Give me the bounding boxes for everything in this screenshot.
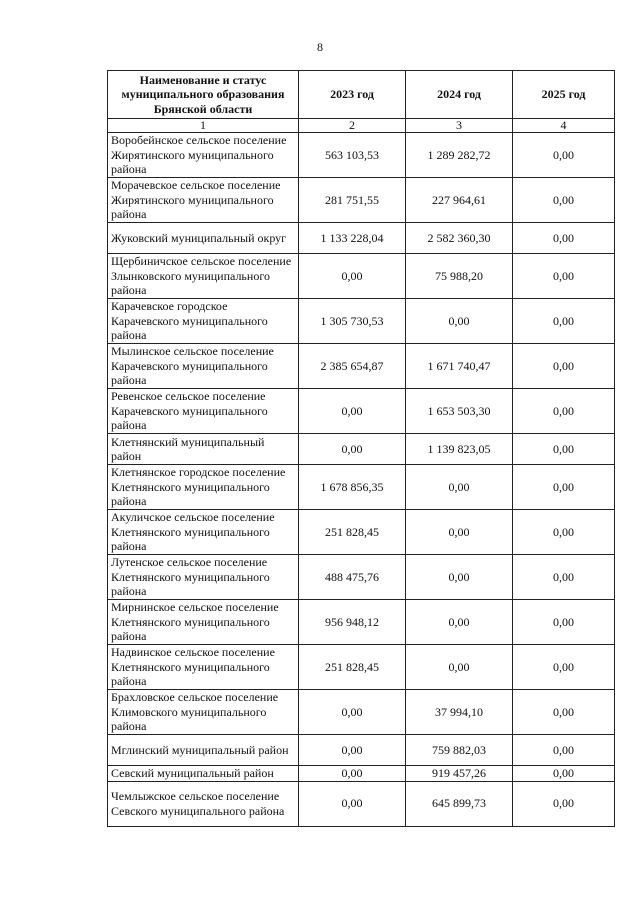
value-2025: 0,00 (513, 254, 615, 299)
column-number: 4 (513, 119, 615, 133)
header-municipality: Наименование и статус муниципального образования Брянской области (108, 71, 299, 119)
municipality-name: Мглинский муниципальный район (108, 735, 299, 766)
value-2023: 0,00 (299, 766, 406, 782)
table-row (108, 690, 615, 735)
municipality-name: Жуковский муниципальный округ (108, 223, 299, 254)
value-2023: 0,00 (299, 781, 406, 826)
value-2023: 0,00 (299, 434, 406, 465)
column-number: 3 (406, 119, 513, 133)
value-2023: 1 305 730,53 (299, 299, 406, 344)
municipality-name: Карачевское городское Карачевского муниципального района (108, 299, 299, 344)
value-2024: 227 964,61 (406, 178, 513, 223)
municipality-name: Брахловское сельское поселение Климовского муниципального района (108, 690, 299, 735)
value-2025: 0,00 (513, 690, 615, 735)
value-2024: 759 882,03 (406, 735, 513, 766)
value-2025: 0,00 (513, 766, 615, 782)
column-number: 1 (108, 119, 299, 133)
value-2023: 281 751,55 (299, 178, 406, 223)
table-row (108, 735, 615, 766)
value-2024: 0,00 (406, 299, 513, 344)
municipality-name: Надвинское сельское поселение Клетнянского муниципального района (108, 645, 299, 690)
value-2023: 956 948,12 (299, 600, 406, 645)
municipality-name: Ревенское сельское поселение Карачевского муниципального района (108, 389, 299, 434)
value-2024: 37 994,10 (406, 690, 513, 735)
value-2023: 0,00 (299, 735, 406, 766)
value-2024: 1 671 740,47 (406, 344, 513, 389)
table-row (108, 766, 615, 782)
table-row (108, 299, 615, 344)
value-2025: 0,00 (513, 600, 615, 645)
page-number: 8 (317, 40, 323, 54)
value-2025: 0,00 (513, 133, 615, 178)
value-2024: 1 139 823,05 (406, 434, 513, 465)
table-row (108, 781, 615, 826)
value-2024: 0,00 (406, 510, 513, 555)
value-2023: 1 133 228,04 (299, 223, 406, 254)
value-2024: 0,00 (406, 645, 513, 690)
table-header-row (108, 71, 615, 119)
column-number: 2 (299, 119, 406, 133)
value-2025: 0,00 (513, 781, 615, 826)
municipality-name: Щербиничское сельское поселение Злынковского муниципального района (108, 254, 299, 299)
value-2023: 1 678 856,35 (299, 465, 406, 510)
value-2024: 919 457,26 (406, 766, 513, 782)
value-2024: 0,00 (406, 465, 513, 510)
table-row (108, 344, 615, 389)
table-row (108, 254, 615, 299)
municipality-name: Мирнинское сельское поселение Клетнянского муниципального района (108, 600, 299, 645)
value-2024: 0,00 (406, 555, 513, 600)
municipality-name: Лутенское сельское поселение Клетнянского муниципального района (108, 555, 299, 600)
value-2023: 0,00 (299, 254, 406, 299)
value-2024: 75 988,20 (406, 254, 513, 299)
value-2023: 0,00 (299, 690, 406, 735)
header-2025: 2025 год (513, 71, 615, 119)
value-2023: 251 828,45 (299, 645, 406, 690)
value-2023: 2 385 654,87 (299, 344, 406, 389)
table-row (108, 600, 615, 645)
value-2025: 0,00 (513, 223, 615, 254)
value-2025: 0,00 (513, 344, 615, 389)
value-2025: 0,00 (513, 645, 615, 690)
municipality-name: Воробейнское сельское поселение Жирятинского муниципального района (108, 133, 299, 178)
municipality-name: Акуличское сельское поселение Клетнянского муниципального района (108, 510, 299, 555)
municipal-funding-table (107, 70, 615, 827)
value-2024: 0,00 (406, 600, 513, 645)
value-2023: 563 103,53 (299, 133, 406, 178)
value-2024: 1 289 282,72 (406, 133, 513, 178)
table-row (108, 645, 615, 690)
municipality-name: Чемлыжское сельское поселение Севского муниципального района (108, 781, 299, 826)
municipality-name: Мылинское сельское поселение Карачевского муниципального района (108, 344, 299, 389)
value-2024: 645 899,73 (406, 781, 513, 826)
table-row (108, 389, 615, 434)
table-row (108, 555, 615, 600)
value-2025: 0,00 (513, 389, 615, 434)
value-2025: 0,00 (513, 735, 615, 766)
municipality-name: Клетнянский муниципальный район (108, 434, 299, 465)
table-row (108, 133, 615, 178)
table-row (108, 434, 615, 465)
value-2023: 488 475,76 (299, 555, 406, 600)
value-2025: 0,00 (513, 434, 615, 465)
value-2025: 0,00 (513, 510, 615, 555)
table-row (108, 465, 615, 510)
value-2024: 2 582 360,30 (406, 223, 513, 254)
value-2023: 251 828,45 (299, 510, 406, 555)
value-2025: 0,00 (513, 299, 615, 344)
table-row (108, 178, 615, 223)
column-numbers-row (108, 119, 615, 133)
value-2023: 0,00 (299, 389, 406, 434)
value-2025: 0,00 (513, 178, 615, 223)
table-row (108, 510, 615, 555)
table-row (108, 223, 615, 254)
municipality-name: Морачевское сельское поселение Жирятинского муниципального района (108, 178, 299, 223)
value-2024: 1 653 503,30 (406, 389, 513, 434)
header-2023: 2023 год (299, 71, 406, 119)
value-2025: 0,00 (513, 465, 615, 510)
value-2025: 0,00 (513, 555, 615, 600)
municipality-name: Клетнянское городское поселение Клетнянского муниципального района (108, 465, 299, 510)
header-2024: 2024 год (406, 71, 513, 119)
municipality-name: Севский муниципальный район (108, 766, 299, 782)
